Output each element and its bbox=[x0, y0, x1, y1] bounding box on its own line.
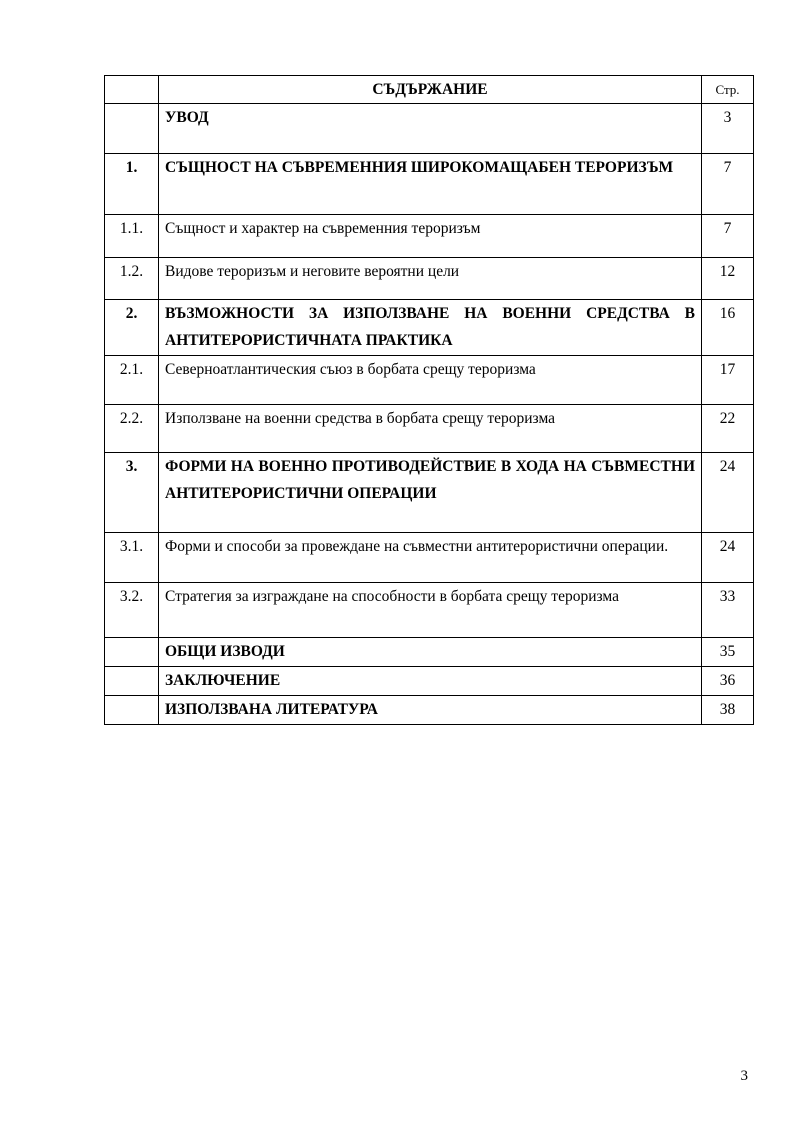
toc-row bbox=[105, 696, 754, 725]
toc-row-number: 2. bbox=[105, 300, 159, 356]
toc-row-title: Същност и характер на съвременния тероризъм bbox=[159, 215, 702, 258]
toc-row-title: Стратегия за изграждане на способности в борбата срещу тероризма bbox=[159, 583, 702, 638]
toc-row-title: Форми и способи за провеждане на съвместни антитерористични операции. bbox=[159, 533, 702, 583]
toc-row-title: Видове тероризъм и неговите вероятни цели bbox=[159, 258, 702, 300]
toc-row-page: 16 bbox=[702, 300, 754, 356]
toc-row-number bbox=[105, 104, 159, 154]
toc-row bbox=[105, 405, 754, 453]
toc-row bbox=[105, 533, 754, 583]
toc-row-number: 3. bbox=[105, 453, 159, 533]
toc-row-number: 2.2. bbox=[105, 405, 159, 453]
toc-row-page: 3 bbox=[702, 104, 754, 154]
toc-row-page: 24 bbox=[702, 533, 754, 583]
toc-row bbox=[105, 667, 754, 696]
toc-row bbox=[105, 300, 754, 356]
toc-row-title: УВОД bbox=[159, 104, 702, 154]
table-of-contents bbox=[104, 75, 754, 725]
toc-row-number bbox=[105, 638, 159, 667]
toc-row-page: 38 bbox=[702, 696, 754, 725]
toc-row-number: 3.1. bbox=[105, 533, 159, 583]
toc-row bbox=[105, 215, 754, 258]
toc-row bbox=[105, 104, 754, 154]
toc-row bbox=[105, 638, 754, 667]
toc-row-page: 17 bbox=[702, 356, 754, 405]
toc-row-title: СЪЩНОСТ НА СЪВРЕМЕННИЯ ШИРОКОМАЩАБЕН ТЕРОРИЗЪМ bbox=[159, 154, 702, 215]
toc-row-page: 7 bbox=[702, 154, 754, 215]
toc-row-page: 12 bbox=[702, 258, 754, 300]
toc-row-page: 36 bbox=[702, 667, 754, 696]
toc-row bbox=[105, 583, 754, 638]
toc-row-number: 1.2. bbox=[105, 258, 159, 300]
toc-row-title: ФОРМИ НА ВОЕННО ПРОТИВОДЕЙСТВИЕ В ХОДА НА СЪВМЕСТНИ АНТИТЕРОРИСТИЧНИ ОПЕРАЦИИ bbox=[159, 453, 702, 533]
toc-row-number bbox=[105, 696, 159, 725]
toc-row bbox=[105, 356, 754, 405]
toc-header-page: Стр. bbox=[702, 76, 754, 104]
toc-row-number: 2.1. bbox=[105, 356, 159, 405]
toc-row-page: 22 bbox=[702, 405, 754, 453]
toc-row-page: 7 bbox=[702, 215, 754, 258]
toc-header-number bbox=[105, 76, 159, 104]
page-number: 3 bbox=[740, 1068, 748, 1084]
toc-row bbox=[105, 258, 754, 300]
toc-header-row bbox=[105, 76, 754, 104]
toc-row-number: 1.1. bbox=[105, 215, 159, 258]
toc-row-title: ВЪЗМОЖНОСТИ ЗА ИЗПОЛЗВАНЕ НА ВОЕННИ СРЕДСТВА В АНТИТЕРОРИСТИЧНАТА ПРАКТИКА bbox=[159, 300, 702, 356]
toc-row-title: Използване на военни средства в борбата срещу тероризма bbox=[159, 405, 702, 453]
toc-row-number bbox=[105, 667, 159, 696]
toc-row-title: ЗАКЛЮЧЕНИЕ bbox=[159, 667, 702, 696]
toc-row bbox=[105, 453, 754, 533]
toc-row-number: 1. bbox=[105, 154, 159, 215]
toc-row-number: 3.2. bbox=[105, 583, 159, 638]
toc-row bbox=[105, 154, 754, 215]
toc-row-page: 35 bbox=[702, 638, 754, 667]
toc-row-page: 33 bbox=[702, 583, 754, 638]
toc-header-title: СЪДЪРЖАНИЕ bbox=[159, 76, 702, 104]
toc-row-title: ОБЩИ ИЗВОДИ bbox=[159, 638, 702, 667]
toc-row-title: Северноатлантическия съюз в борбата срещу тероризма bbox=[159, 356, 702, 405]
toc-row-page: 24 bbox=[702, 453, 754, 533]
toc-row-title: ИЗПОЛЗВАНА ЛИТЕРАТУРА bbox=[159, 696, 702, 725]
